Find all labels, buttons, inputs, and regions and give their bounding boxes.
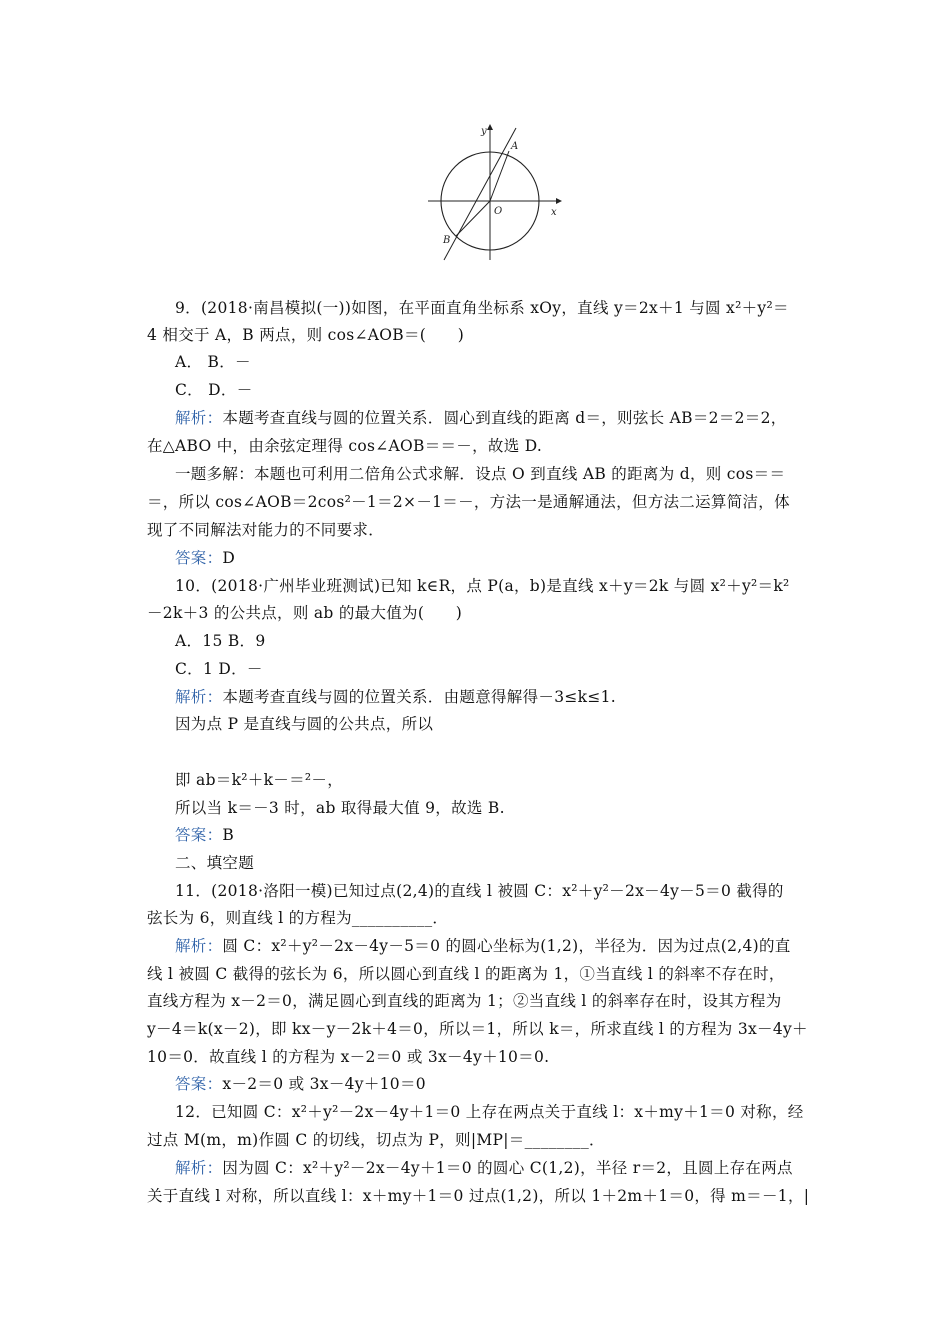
text-line: 因为点 P 是直线与圆的公共点，所以	[175, 715, 434, 733]
label-O: O	[494, 206, 503, 217]
text-line: 11．(2018·洛阳一模)已知过点(2,4)的直线 l 被圆 C：x²＋y²－2x－4y－5＝0 截得的	[175, 882, 784, 900]
text-line: y－4＝k(x－2)，即 kx－y－2k＋4＝0，所以＝1，所以 k＝，所求直线 l 的方程为 3x－4y＋	[147, 1020, 808, 1038]
section-heading: 二、填空题	[175, 854, 255, 872]
answer-label: 答案：	[175, 549, 223, 567]
x-axis-arrow	[556, 198, 562, 204]
line-y-2x-1	[444, 128, 519, 260]
label-A: A	[511, 141, 519, 152]
text-line: 解析：本题考查直线与圆的位置关系．由题意得解得－3≤k≤1.	[175, 688, 617, 706]
text-line: 弦长为 6，则直线 l 的方程为__________．	[147, 909, 449, 927]
text-line: －2k＋3 的公共点，则 ab 的最大值为( )	[147, 604, 463, 622]
text-line: ＝，所以 cos∠AOB＝2cos²－1＝2×－1＝－，方法一是通解通法，但方法二运算简洁，体	[147, 493, 790, 511]
text-line: A．15 B．9	[175, 632, 266, 650]
text-line: 10．(2018·广州毕业班测试)已知 k∈R，点 P(a，b)是直线 x＋y＝2k 与圆 x²＋y²＝k²	[175, 577, 790, 595]
text-line: A． B．－	[175, 353, 251, 371]
text-line: 线 l 被圆 C 截得的弦长为 6，所以圆心到直线 l 的距离为 1，①当直线 l 的斜率不存在时，	[147, 965, 785, 983]
analysis-label: 解析：	[175, 937, 223, 955]
text-line: C．1 D．－	[175, 660, 263, 678]
analysis-label: 解析：	[175, 409, 223, 427]
analysis-label: 解析：	[175, 1159, 223, 1177]
text-line: 一题多解：本题也可利用二倍角公式求解．设点 O 到直线 AB 的距离为 d，则 cos＝＝	[175, 465, 786, 483]
text-line: C． D．－	[175, 381, 253, 399]
answer-label: 答案：	[175, 1075, 223, 1093]
text-line: 10＝0．故直线 l 的方程为 x－2＝0 或 3x－4y＋10＝0.	[147, 1048, 550, 1066]
circle-line-figure	[418, 118, 568, 268]
text-line: 关于直线 l 对称，所以直线 l：x＋my＋1＝0 过点(1,2)，所以 1＋2m＋1＝0，得 m＝－1，|	[147, 1187, 810, 1205]
text-line: 答案：D	[175, 549, 236, 567]
text-line: 解析：圆 C：x²＋y²－2x－4y－5＝0 的圆心坐标为(1,2)，半径为．因为过点(2,4)的直	[175, 937, 791, 955]
text-line: 所以当 k＝－3 时，ab 取得最大值 9，故选 B.	[175, 799, 505, 817]
text-line: 即 ab＝k²＋k－＝²－，	[175, 771, 344, 789]
text-line: 4 相交于 A，B 两点，则 cos∠AOB＝( )	[147, 326, 465, 344]
text-line: 直线方程为 x－2＝0，满足圆心到直线的距离为 1；②当直线 l 的斜率存在时，设其方程为	[147, 992, 782, 1010]
text-line: 答案：B	[175, 826, 235, 844]
text-line: 解析：本题考查直线与圆的位置关系．圆心到直线的距离 d＝，则弦长 AB＝2＝2＝2，	[175, 409, 787, 427]
text-line: 过点 M(m，m)作圆 C 的切线，切点为 P，则|MP|＝________．	[147, 1131, 605, 1149]
text-line: 在△ABO 中，由余弦定理得 cos∠AOB＝＝－，故选 D.	[147, 437, 543, 455]
text-line: 现了不同解法对能力的不同要求．	[147, 521, 385, 539]
analysis-label: 解析：	[175, 688, 223, 706]
text-line: 解析：因为圆 C：x²＋y²－2x－4y＋1＝0 的圆心 C(1,2)，半径 r＝2，且圆上存在两点	[175, 1159, 793, 1177]
text-line: 答案：x－2＝0 或 3x－4y＋10＝0	[175, 1075, 426, 1093]
y-axis-arrow	[487, 124, 493, 130]
label-y: y	[481, 126, 487, 137]
answer-label: 答案：	[175, 826, 223, 844]
coordinate-diagram	[418, 118, 568, 268]
label-x: x	[551, 207, 557, 218]
text-line: 9．(2018·南昌模拟(一))如图，在平面直角坐标系 xOy，直线 y＝2x＋1 与圆 x²＋y²＝	[175, 299, 789, 317]
text-line: 12．已知圆 C：x²＋y²－2x－4y＋1＝0 上存在两点关于直线 l：x＋my＋1＝0 对称，经	[175, 1103, 804, 1121]
label-B: B	[443, 235, 451, 246]
